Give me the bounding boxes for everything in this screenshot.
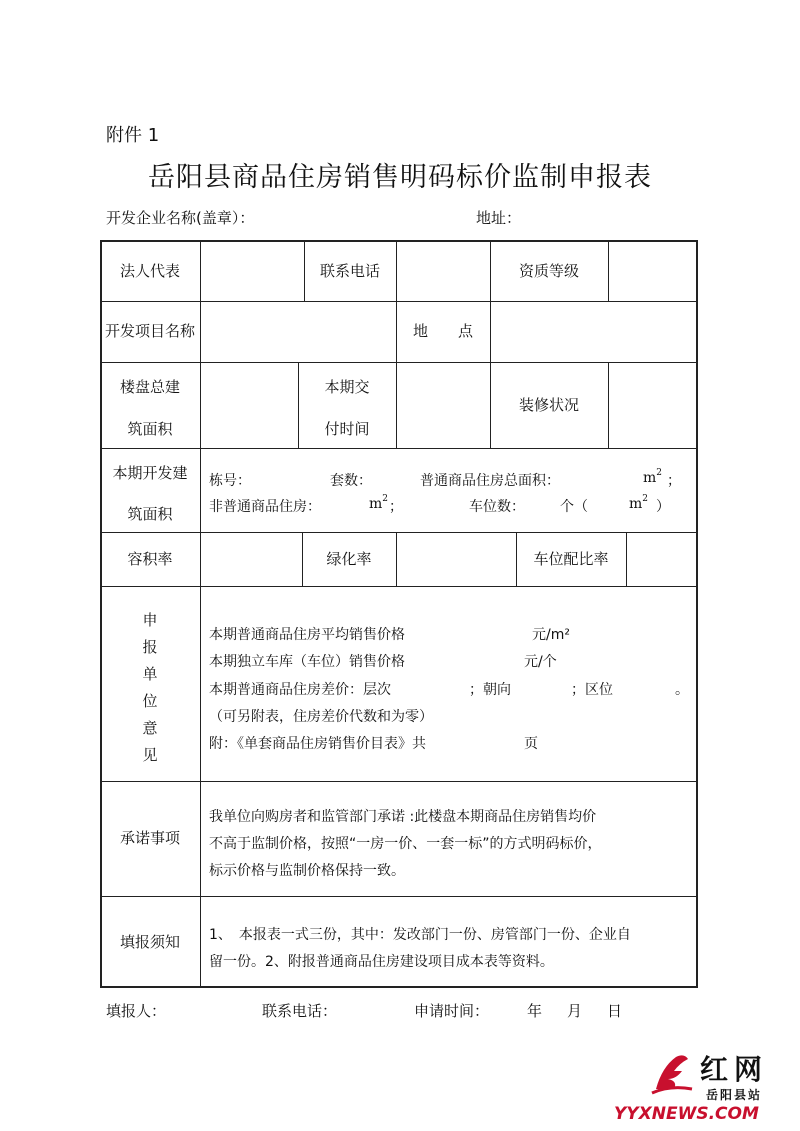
price-diff-location-label: ；区位	[571, 682, 613, 698]
phone-field[interactable]	[396, 241, 490, 301]
qualification-field[interactable]	[608, 241, 698, 301]
form-title: 岳阳县商品住房销售明码标价监制申报表	[148, 162, 652, 193]
row-divider	[100, 448, 698, 449]
opinion-label-char: 单	[142, 665, 158, 683]
phase-area-label-line1: 本期开发建	[112, 464, 188, 482]
price-diff-orientation-label: ；朝向	[469, 682, 511, 698]
month-label: 月	[567, 1002, 583, 1020]
qualification-label: 资质等级	[518, 261, 579, 280]
decoration-label: 装修状况	[518, 395, 579, 414]
green-rate-field[interactable]	[396, 532, 516, 586]
parking-count-label: 车位数：	[469, 499, 525, 515]
filler-label: 填报人：	[106, 1002, 167, 1020]
area-unit: $m^2$ ；	[369, 494, 403, 515]
opinion-label-char: 见	[142, 746, 158, 764]
units-label: 套数：	[330, 473, 372, 489]
avg-price-label: 本期普通商品住房平均销售价格	[209, 627, 405, 643]
year-label: 年	[527, 1002, 543, 1020]
plot-ratio-field[interactable]	[200, 532, 302, 586]
address-label: 地址：	[476, 209, 522, 227]
non-ordinary-label: 非普通商品住房：	[209, 499, 321, 515]
close-paren: ）	[656, 499, 670, 515]
legal-rep-label: 法人代表	[119, 261, 180, 280]
total-area-field[interactable]	[200, 362, 298, 448]
legal-rep-field[interactable]	[200, 241, 304, 301]
notes-label: 填报须知	[119, 932, 180, 951]
area-unit: $m^2$ ；	[643, 468, 681, 489]
decoration-field[interactable]	[608, 362, 698, 448]
opinion-label-char: 位	[142, 692, 158, 710]
company-name-label: 开发企业名称(盖章）：	[106, 209, 255, 227]
plot-ratio-label: 容积率	[127, 549, 173, 568]
row-divider	[100, 586, 698, 587]
footer-phone-label: 联系电话：	[262, 1002, 338, 1020]
phase-area-label-line2: 筑面积	[127, 505, 173, 523]
apply-date-label: 申请时间：	[414, 1002, 490, 1020]
area-unit: $m^2$	[629, 494, 649, 512]
project-name-field[interactable]	[200, 301, 396, 362]
watermark-station: 岳阳县站	[706, 1088, 763, 1102]
notes-line: 留一份。2、附报普通商品住房建设项目成本表等资料。	[209, 954, 554, 970]
avg-price-unit: 元/m²	[532, 627, 570, 643]
watermark-brand: 红网	[700, 1053, 769, 1086]
brand-logo-icon	[648, 1049, 696, 1095]
delivery-time-field[interactable]	[396, 362, 490, 448]
delivery-time-label-line2: 付时间	[324, 420, 370, 438]
parking-ratio-label: 车位配比率	[533, 549, 609, 568]
total-area-label-line1: 楼盘总建	[119, 378, 180, 396]
commitment-line: 不高于监制价格，按照“一房一价、一套一标”的方式明码标价，	[209, 836, 602, 852]
attachment-label: 附件 1	[106, 125, 160, 146]
opinion-label-char: 申	[142, 611, 158, 629]
watermark-url: YYXNEWS.COM	[614, 1104, 759, 1124]
parking-unit-label: 个（	[560, 499, 588, 515]
total-area-label-line2: 筑面积	[127, 420, 173, 438]
opinion-label-char: 意	[142, 719, 158, 737]
commitment-label: 承诺事项	[119, 829, 180, 847]
project-name-label: 开发项目名称	[104, 322, 195, 340]
garage-price-unit: 元/个	[524, 654, 557, 670]
delivery-time-label-line1: 本期交	[324, 378, 370, 396]
period-mark: 。	[675, 682, 689, 698]
notes-line: 1、 本报表一式三份，其中：发改部门一份、房管部门一份、企业自	[209, 927, 631, 943]
opinion-label-char: 报	[142, 638, 158, 656]
price-diff-note: （可另附表，住房差价代数和为零）	[209, 709, 433, 725]
attachment-pages-label: 附：《单套商品住房销售价目表》共	[209, 736, 426, 752]
commitment-line: 我单位向购房者和监管部门承诺 :此楼盘本期商品住房销售均价	[209, 809, 597, 825]
building-no-label: 栋号：	[209, 473, 251, 489]
price-diff-floor-label: 本期普通商品住房差价：层次	[209, 682, 391, 698]
ordinary-area-label: 普通商品住房总面积：	[420, 473, 560, 489]
location-label: 地 点	[412, 322, 473, 340]
green-rate-label: 绿化率	[326, 549, 372, 568]
day-label: 日	[607, 1002, 623, 1020]
commitment-line: 标示价格与监制价格保持一致。	[209, 863, 405, 879]
phone-label: 联系电话	[319, 261, 380, 280]
garage-price-label: 本期独立车库（车位）销售价格	[209, 654, 405, 670]
pages-unit: 页	[524, 736, 538, 752]
parking-ratio-field[interactable]	[626, 532, 698, 586]
location-field[interactable]	[490, 301, 698, 362]
